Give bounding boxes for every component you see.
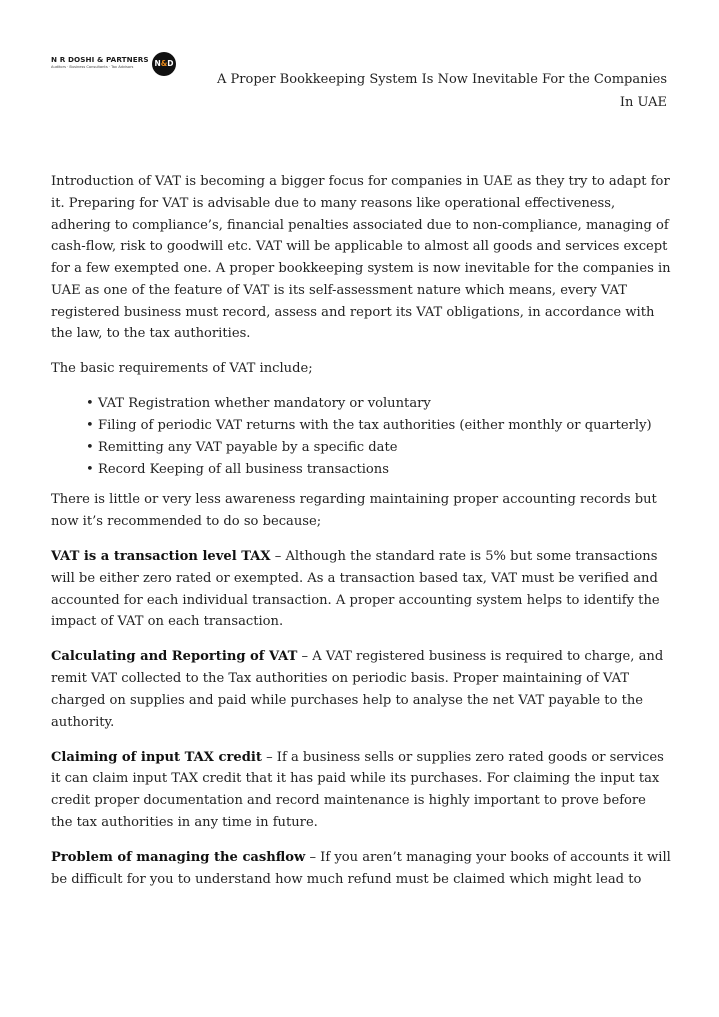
requirements-intro: The basic requirements of VAT include; <box>51 361 313 377</box>
awareness-paragraph: There is little or very less awareness regarding maintaining proper accounting records but now it’s recommended to do so because; <box>51 492 657 530</box>
section-heading: VAT is a transaction level TAX <box>51 549 271 565</box>
company-logo <box>51 52 176 76</box>
logo-company-name: N R DOSHI & PARTNERS <box>51 55 149 64</box>
section-paragraph <box>51 847 671 891</box>
section-heading: Claiming of input TAX credit <box>51 749 262 765</box>
section-heading: Problem of managing the cashflow <box>51 850 306 866</box>
article-body <box>51 171 671 904</box>
section-paragraph <box>51 646 671 733</box>
section-heading: Calculating and Reporting of VAT <box>51 649 298 665</box>
logo-monogram-amp: & <box>160 59 168 68</box>
section-text: – A VAT registered business is required to charge, and remit VAT collected to the Tax authorities on periodic basis. Proper maintaining of VAT charged on supplies and paid while purchases help to analyse the net VAT payable to the authority. <box>51 649 664 730</box>
section-paragraph <box>51 747 671 834</box>
logo-monogram-icon <box>152 52 176 76</box>
logo-monogram-left: N <box>154 59 161 68</box>
list-item: • VAT Registration whether mandatory or voluntary <box>86 393 671 415</box>
section-text: – Although the standard rate is 5% but some transactions will be either zero rated or exempted. As a transaction based tax, VAT must be verified and accounted for each individual transaction. A proper accounting system helps to identify the impact of VAT on each transaction. <box>51 549 660 630</box>
page-title: A Proper Bookkeeping System Is Now Inevitable For the Companies In UAE <box>217 72 667 110</box>
intro-paragraph: Introduction of VAT is becoming a bigger focus for companies in UAE as they try to adapt for it. Preparing for VAT is advisable due to many reasons like operational effectiveness, adhering to compliance’s, financial penalties associated due to non-compliance, managing of cash-flow, risk to goodwill etc. VAT will be applicable to almost all goods and services except for a few exempted one. A proper bookkeeping system is now inevitable for the companies in UAE as one of the feature of VAT is its self-assessment nature which means, every VAT registered business must record, assess and report its VAT obligations, in accordance with the law, to the tax authorities. <box>51 174 671 342</box>
requirements-list <box>51 393 671 480</box>
section-text: – If a business sells or supplies zero rated goods or services it can claim input TAX credit that it has paid while its purchases. For claiming the input tax credit proper documentation and record maintenance is highly important to prove before the tax authorities in any time in future. <box>51 749 664 830</box>
section-paragraph <box>51 546 671 633</box>
list-item: • Filing of periodic VAT returns with the tax authorities (either monthly or quarterly) <box>86 415 671 437</box>
logo-monogram-right: D <box>167 59 174 68</box>
logo-tagline: Auditors · Business Consultants · Tax Advisors <box>51 65 134 69</box>
section-text: – If you aren’t managing your books of accounts it will be difficult for you to understand how much refund must be claimed which might lead to <box>51 850 671 887</box>
list-item: • Remitting any VAT payable by a specific date <box>86 437 671 459</box>
list-item: • Record Keeping of all business transactions <box>86 459 671 481</box>
